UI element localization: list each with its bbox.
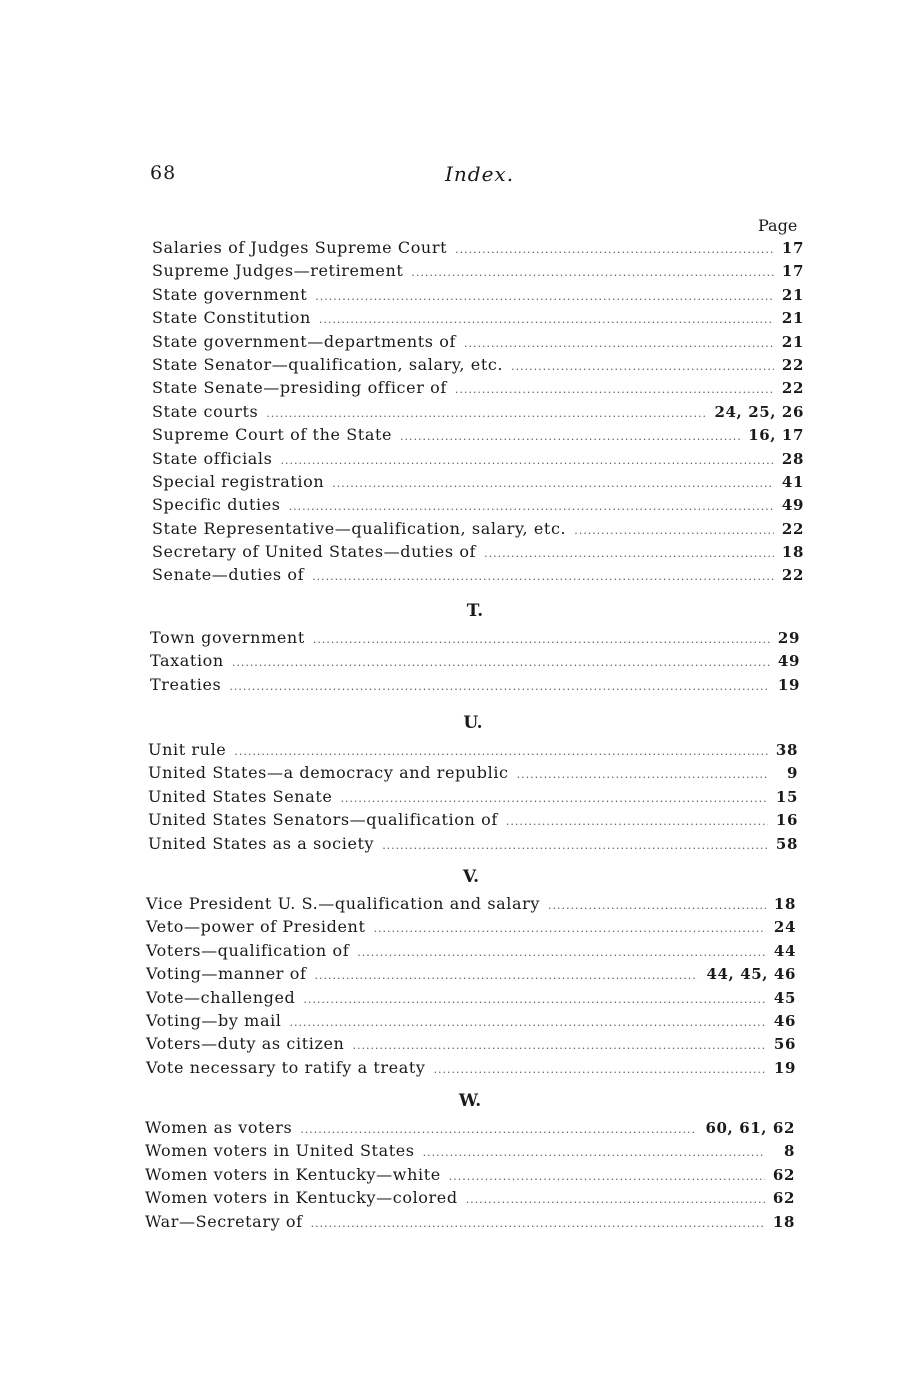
dot-leader (517, 763, 768, 786)
dot-leader (313, 628, 770, 651)
page-number: 68 (150, 162, 177, 184)
index-entry-label: Town government (150, 628, 305, 647)
index-entry (146, 962, 796, 985)
index-entry-label: State government—departments of (152, 331, 457, 351)
dot-leader (315, 964, 699, 987)
index-entry (146, 1032, 796, 1055)
index-entry (145, 1163, 795, 1186)
dot-leader (232, 651, 770, 674)
index-entry-label: Special registration (152, 471, 325, 491)
dot-leader (548, 894, 766, 917)
dot-leader (289, 495, 774, 518)
index-entry (145, 1186, 795, 1209)
index-entry-label: State Constitution (152, 308, 311, 328)
index-entry (152, 563, 804, 586)
index-entry-label: United States as a society (148, 833, 375, 853)
index-section-s (152, 236, 804, 587)
index-entry (150, 673, 800, 696)
index-entry-pages: 49 (777, 652, 800, 671)
index-entry-pages: 38 (775, 741, 798, 759)
dot-leader (303, 988, 766, 1011)
index-entry (148, 832, 798, 855)
dot-leader (280, 449, 773, 472)
index-entry-label: Secretary of United States—duties of (152, 542, 477, 562)
index-entry-pages: 28 (781, 449, 804, 468)
index-entry-label: State courts (152, 401, 259, 421)
section-letter-heading: V. (462, 867, 480, 887)
index-entry (152, 493, 804, 516)
index-entry-label: State Representative—qualification, salary, etc. (152, 518, 567, 538)
index-entry-pages: 16, 17 (748, 426, 804, 445)
dot-leader (266, 402, 706, 425)
index-section-t (150, 598, 800, 696)
dot-leader (382, 834, 768, 857)
dot-leader (234, 740, 768, 763)
index-entry-label: Senate—duties of (152, 565, 305, 585)
index-entry-pages: 22 (781, 519, 804, 538)
index-entry (152, 236, 804, 259)
index-entry-pages: 62 (772, 1165, 795, 1184)
dot-leader (374, 917, 766, 940)
index-entry-label: Women voters in Kentucky—colored (145, 1188, 458, 1208)
index-entry-pages: 22 (781, 379, 804, 398)
index-entry-pages: 58 (775, 834, 798, 853)
index-entry-pages: 45 (773, 988, 796, 1007)
index-entry (146, 915, 796, 938)
dot-leader (423, 1141, 765, 1164)
index-entry-pages: 15 (775, 787, 798, 806)
index-entry (152, 259, 804, 282)
dot-leader (300, 1118, 697, 1141)
index-entry (152, 470, 804, 493)
index-entry (152, 400, 804, 423)
dot-leader (352, 1034, 765, 1057)
section-letter-heading: U. (463, 713, 483, 733)
index-entry-pages: 22 (781, 355, 804, 374)
dot-leader (434, 1058, 766, 1081)
index-entry-label: State Senator—qualification, salary, etc. (152, 354, 504, 374)
dot-leader (484, 542, 774, 565)
index-entry-label: Voters—duty as citizen (146, 1034, 345, 1054)
dot-leader (400, 425, 740, 448)
index-entry-label: Women as voters (145, 1118, 293, 1137)
index-entry-pages: 41 (781, 472, 804, 491)
index-entry-pages: 62 (772, 1189, 795, 1208)
index-entry-pages: 19 (777, 675, 800, 694)
index-entry (145, 1210, 795, 1233)
index-entry-label: Women voters in Kentucky—white (145, 1164, 441, 1184)
dot-leader (574, 519, 774, 542)
index-entry-pages: 16 (775, 811, 798, 830)
page-header (150, 162, 810, 190)
index-entry-label: United States Senate (148, 786, 333, 806)
index-entry-label: State Senate—presiding officer of (152, 378, 447, 398)
index-entry (152, 517, 804, 540)
index-entry-pages: 18 (773, 895, 796, 913)
index-entry-label: War—Secretary of (145, 1211, 303, 1231)
page-column-heading: Page (758, 216, 798, 235)
index-entry (152, 376, 804, 399)
index-entry-pages: 49 (781, 496, 804, 515)
index-entry-label: Voting—by mail (146, 1010, 282, 1030)
index-entry (150, 626, 800, 649)
index-entry (152, 540, 804, 563)
dot-leader (319, 308, 774, 331)
dot-leader (312, 565, 774, 588)
index-entry-label: Vote—challenged (146, 987, 296, 1007)
index-entry (152, 353, 804, 376)
index-entry-label: Supreme Judges—retirement (152, 261, 404, 281)
dot-leader (332, 472, 774, 495)
dot-leader (449, 1165, 765, 1188)
dot-leader (506, 810, 768, 833)
index-entry (146, 1056, 796, 1079)
index-entry-label: Treaties (150, 674, 222, 694)
index-entry (145, 1116, 795, 1139)
index-entry-label: Vice President U. S.—qualification and salary (146, 894, 541, 913)
index-section-w (145, 1088, 795, 1233)
index-entry-pages: 9 (786, 764, 798, 783)
index-entry (152, 283, 804, 306)
index-entry-label: State government (152, 284, 308, 304)
dot-leader (411, 261, 774, 284)
dot-leader (511, 355, 774, 378)
index-entry-label: Voters—qualification of (146, 940, 350, 960)
index-entry-label: State officials (152, 448, 273, 468)
index-entry-pages: 56 (773, 1035, 796, 1054)
running-title: Index. (445, 162, 515, 186)
index-entry (152, 330, 804, 353)
index-entry (145, 1139, 795, 1162)
index-section-v (146, 864, 796, 1079)
dot-leader (455, 238, 774, 261)
index-entry-pages: 44 (773, 941, 796, 960)
index-entry-label: Women voters in United States (145, 1141, 415, 1161)
index-entry (152, 447, 804, 470)
index-entry-pages: 24, 25, 26 (714, 402, 804, 421)
index-entry-pages: 44, 45, 46 (706, 965, 796, 984)
dot-leader (357, 941, 766, 964)
index-entry (148, 785, 798, 808)
index-entry-pages: 21 (781, 332, 804, 351)
index-entry-pages: 18 (772, 1212, 795, 1231)
section-letter-heading: W. (458, 1091, 482, 1111)
index-entry (148, 738, 798, 761)
dot-leader (290, 1011, 766, 1034)
index-entry-pages: 8 (783, 1142, 795, 1161)
index-entry-pages: 18 (781, 543, 804, 562)
index-entry-pages: 24 (773, 918, 796, 937)
index-entry-label: Veto—power of President (146, 917, 366, 937)
index-entry (150, 649, 800, 672)
index-entry-label: United States—a democracy and republic (148, 763, 509, 783)
index-entry (148, 761, 798, 784)
dot-leader (455, 378, 774, 401)
index-entry-label: Vote necessary to ratify a treaty (146, 1057, 426, 1077)
index-entry (152, 306, 804, 329)
index-section-u (148, 710, 798, 855)
dot-leader (466, 1188, 765, 1211)
dot-leader (315, 285, 774, 308)
index-entry (146, 986, 796, 1009)
index-entry-pages: 19 (773, 1058, 796, 1077)
index-entry (148, 808, 798, 831)
index-entry-pages: 22 (781, 566, 804, 585)
index-entry (146, 939, 796, 962)
index-entry-label: Supreme Court of the State (152, 425, 393, 445)
index-entry-label: Specific duties (152, 495, 281, 515)
dot-leader (464, 332, 774, 355)
index-entry-pages: 21 (781, 309, 804, 328)
dot-leader (311, 1212, 765, 1235)
index-entry (146, 892, 796, 915)
index-entry-label: Voting—manner of (146, 964, 307, 984)
index-entry-label: Salaries of Judges Supreme Court (152, 238, 448, 257)
index-entry (146, 1009, 796, 1032)
index-entry-label: Taxation (150, 651, 224, 671)
index-entry-pages: 17 (781, 262, 804, 281)
index-entry-pages: 17 (781, 239, 804, 257)
index-entry-label: Unit rule (148, 740, 227, 759)
index-entry-pages: 21 (781, 285, 804, 304)
index-entry-pages: 46 (773, 1011, 796, 1030)
dot-leader (229, 675, 770, 698)
dot-leader (340, 787, 767, 810)
section-letter-heading: T. (466, 601, 484, 621)
index-entry-label: United States Senators—qualification of (148, 810, 498, 830)
index-entry-pages: 60, 61, 62 (705, 1119, 795, 1137)
index-entry-pages: 29 (777, 629, 800, 647)
index-entry (152, 423, 804, 446)
